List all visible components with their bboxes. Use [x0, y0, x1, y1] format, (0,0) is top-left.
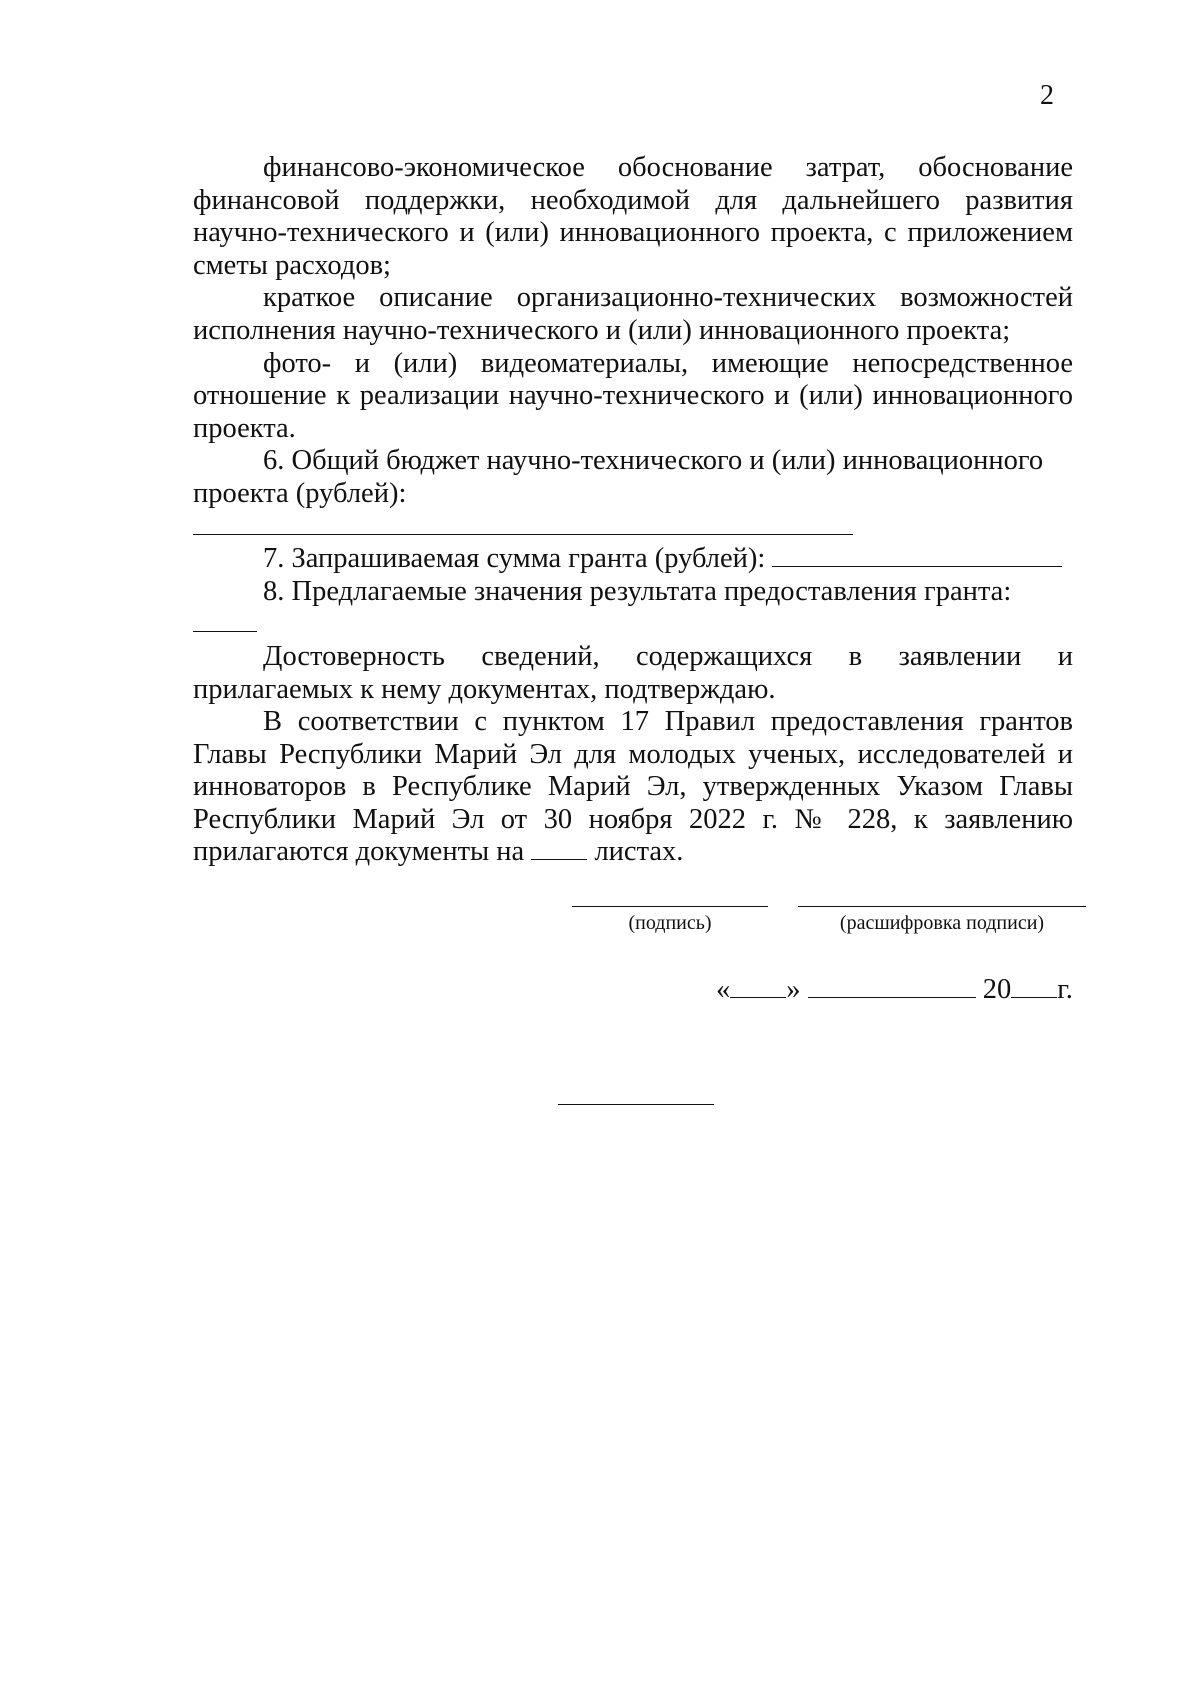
signature-caption: (подпись)	[628, 912, 712, 934]
signature-decoding-line[interactable]	[798, 906, 1086, 907]
item-grant-amount	[193, 543, 1073, 576]
item-result-values	[193, 576, 1073, 641]
result-values-field[interactable]	[193, 609, 257, 632]
date-month-field[interactable]	[808, 973, 976, 998]
bottom-separator-line	[558, 1104, 714, 1105]
signature-line[interactable]	[572, 906, 768, 907]
attachments-text: В соответствии с пунктом 17 Правил предоставления грантов Главы Республики Марий Эл для молодых ученых, исследователей и инноваторов в Республике Марий Эл, утвержденных Указом Главы Республики Марий Эл от 30 ноября 2022 г. № 228, к заявлению прилагаются документы на	[193, 706, 1073, 868]
paragraph-technical-capabilities: краткое описание организационно-технических возможностей исполнения научно-технического и (или) инновационного проекта;	[193, 282, 1073, 346]
date-year-suffix: г.	[1057, 974, 1073, 1005]
paragraph-photo-video: фото- и (или) видеоматериалы, имеющие непосредственное отношение к реализации научно-технического и (или) инновационного проекта.	[193, 347, 1073, 444]
document-body	[193, 152, 1073, 869]
grant-amount-field[interactable]	[772, 544, 1062, 567]
sheet-count-field[interactable]	[531, 837, 587, 860]
date-close-quote: »	[786, 974, 801, 1005]
page-number: 2	[1040, 80, 1054, 111]
date-year-prefix: 20	[982, 974, 1012, 1005]
budget-field[interactable]	[193, 512, 853, 535]
grant-amount-label: 7. Запрашиваемая сумма гранта (рублей):	[263, 543, 766, 575]
budget-label: 6. Общий бюджет научно-технического и (или) инновационного проекта (рублей):	[193, 445, 1044, 509]
result-values-label: 8. Предлагаемые значения результата предоставления гранта:	[263, 575, 1012, 607]
date-open-quote: «	[716, 974, 731, 1005]
date-line	[716, 973, 1073, 1006]
signature-decoding-caption: (расшифровка подписи)	[839, 912, 1045, 934]
date-day-field[interactable]	[730, 973, 786, 998]
item-budget	[193, 445, 1073, 543]
date-year-field[interactable]	[1011, 973, 1057, 998]
attachments-sheets-word: листах.	[594, 836, 684, 868]
paragraph-financial-justification: финансово-экономическое обоснование затрат, обоснование финансовой поддержки, необходимой для дальнейшего развития научно-технического и (или) инновационного проекта, с приложением сметы расходов;	[193, 152, 1073, 281]
confirmation-text: Достоверность сведений, содержащихся в заявлении и прилагаемых к нему документах, подтверждаю.	[193, 640, 1073, 705]
attachments-paragraph	[193, 706, 1073, 869]
